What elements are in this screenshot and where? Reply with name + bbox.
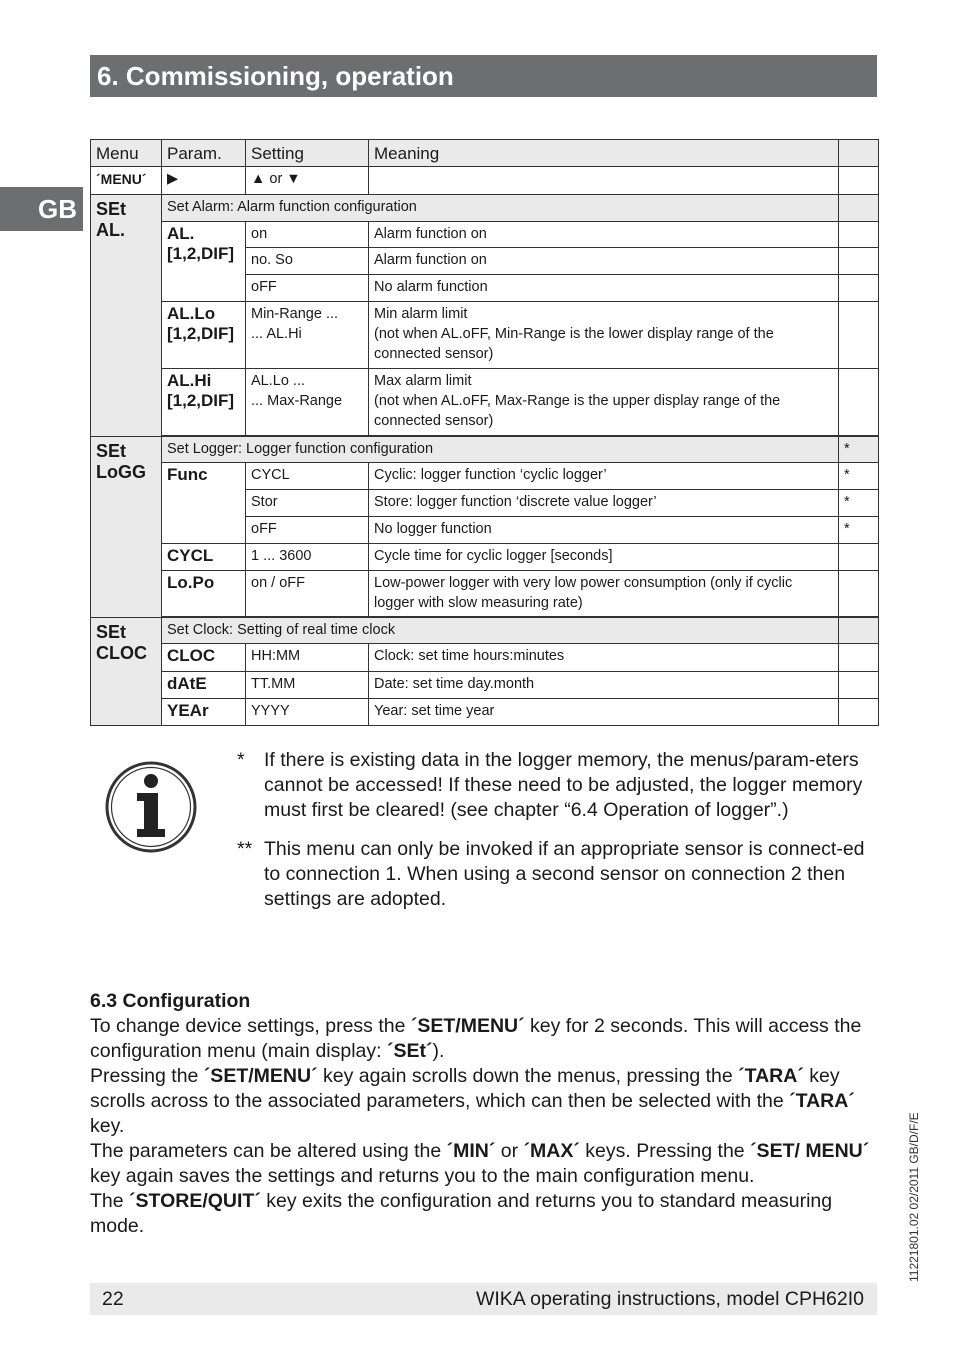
table-cell [839,302,879,369]
param-func: Func [162,463,246,544]
param-al-lo: AL.Lo [1,2,DIF] [162,302,246,369]
col-header-meaning: Meaning [369,140,839,167]
footnotes [237,748,867,926]
key-name: ´SET/MENU´ [203,1065,318,1087]
text: The parameters can be altered using the [90,1140,447,1162]
table-header-row [91,140,879,167]
language-tab: GB [0,187,83,231]
meaning-cell: Low-power logger with very low power consumption (only if cyclic logger with slow measuring rate) [369,571,839,617]
param-date: dAtE [162,672,246,699]
table-row [91,644,879,672]
param-year: YEAr [162,699,246,726]
page-footer [90,1283,877,1315]
table-cell [839,195,879,222]
col-header-param: Param. [162,140,246,167]
table-row [91,167,879,195]
text: To change device settings, press the [90,1015,411,1037]
table-row [91,544,879,571]
text: key again scrolls down the menus, pressing the [317,1065,739,1087]
text: key exits the configuration and returns you to standard measuring mode. [90,1190,833,1237]
text: key for 2 seconds. This will access the configuration menu (main display: [90,1015,862,1062]
meaning-cell: No logger function [369,517,839,544]
meaning-cell: Max alarm limit (not when AL.oFF, Max-Range is the upper display range of the connected sensor) [369,369,839,436]
meaning-cell: Alarm function on [369,222,839,248]
meaning-cell: No alarm function [369,275,839,302]
setting-cell: HH:MM [246,644,369,672]
meaning-cell: Year: set time year [369,699,839,726]
footnote-mark: * [839,437,879,463]
meaning-cell: Clock: set time hours:minutes [369,644,839,672]
table-cell [839,618,879,644]
setting-cell: CYCL [246,463,369,490]
menu-key-cell: ´MENU´ [91,167,162,195]
table-row [91,369,879,436]
param-al: AL. [1,2,DIF] [162,222,246,302]
configuration-section [90,989,870,1239]
table-row [91,672,879,699]
key-name: ´SEt´ [387,1040,433,1062]
menu-set-logger: SEt LoGG [91,437,162,618]
table-cell [839,275,879,302]
up-down-arrows: ▲ or ▼ [246,167,369,195]
text: key again saves the settings and returns you to the main configuration menu. [90,1165,755,1187]
menu-set-clock: SEt CLOC [91,618,162,726]
setting-cell: oFF [246,517,369,544]
key-name: ´SET/MENU´ [410,1015,525,1037]
table-cell [839,167,879,195]
footnote-mark: * [237,749,245,771]
table-cell [839,544,879,571]
param-cycl: CYCL [162,544,246,571]
table-row [91,699,879,726]
info-icon [104,760,198,854]
footnote-mark: ** [237,838,253,860]
text: or [495,1140,524,1162]
paragraph [90,1014,870,1064]
key-name: ´MAX´ [523,1140,580,1162]
table-cell [839,699,879,726]
setting-cell: 1 ... 3600 [246,544,369,571]
menu-table [90,139,879,726]
param-cloc: CLOC [162,644,246,672]
table-row [91,571,879,617]
setting-cell: on [246,222,369,248]
footnote-text: If there is existing data in the logger memory, the menus/param-eters cannot be accessed! If these need to be adjusted, the logger memory must first be cleared! (see chapter “6.4 Operation of logger”.) [264,749,863,821]
paragraph [90,1139,870,1189]
table-row [91,618,879,644]
footer-title: WIKA operating instructions, model CPH62I0 [475,1288,864,1310]
table-cell [839,222,879,248]
footnote-mark: * [839,490,879,517]
meaning-cell: Cyclic: logger function ‘cyclic logger’ [369,463,839,490]
table-row [91,463,879,490]
setting-cell: no. So [246,248,369,275]
key-name: ´TARA´ [738,1065,804,1087]
text: key. [90,1115,125,1137]
table-row [91,195,879,222]
meaning-cell: Cycle time for cyclic logger [seconds] [369,544,839,571]
arrow-right-icon: ▶ [162,167,246,195]
col-header-menu: Menu [91,140,162,167]
param-lopo: Lo.Po [162,571,246,617]
meaning-cell: Store: logger function ‘discrete value logger’ [369,490,839,517]
setting-cell: Stor [246,490,369,517]
menu-set-alarm: SEt AL. [91,195,162,437]
table-cell [369,167,839,195]
col-header-setting: Setting [246,140,369,167]
text: ). [432,1040,445,1062]
key-name: ´TARA´ [789,1090,855,1112]
text: key scrolls across to the associated parameters, which can then be selected with the [90,1065,840,1112]
key-name: ´SET/ MENU´ [750,1140,870,1162]
meaning-cell: Alarm function on [369,248,839,275]
setting-cell: YYYY [246,699,369,726]
text: keys. Pressing the [579,1140,751,1162]
paragraph [90,1189,870,1239]
section-header [90,55,877,97]
footnote-2 [237,837,867,912]
text: Pressing the [90,1065,204,1087]
footnote-text: This menu can only be invoked if an appropriate sensor is connect-ed to connection 1. When using a second sensor on connection 2 then settings are adopted. [264,838,865,910]
table-row [91,437,879,463]
document-code: 11221801.02 02/2011 GB/D/F/E [907,1112,921,1282]
clock-section-title: Set Clock: Setting of real time clock [162,618,839,644]
table-cell [839,369,879,436]
text: The [90,1190,130,1212]
paragraph [90,1064,870,1139]
alarm-section-title: Set Alarm: Alarm function configuration [162,195,839,222]
key-name: ´MIN´ [446,1140,496,1162]
setting-cell: oFF [246,275,369,302]
param-al-hi: AL.Hi [1,2,DIF] [162,369,246,436]
setting-cell: Min-Range ... ... AL.Hi [246,302,369,369]
setting-cell: on / oFF [246,571,369,617]
footnote-1 [237,748,867,823]
setting-cell: AL.Lo ... ... Max-Range [246,369,369,436]
footnote-mark: * [839,463,879,490]
meaning-cell: Date: set time day.month [369,672,839,699]
key-name: ´STORE/QUIT´ [129,1190,261,1212]
setting-cell: TT.MM [246,672,369,699]
page-title: 6. Commissioning, operation [97,61,454,91]
meaning-cell: Min alarm limit (not when AL.oFF, Min-Range is the lower display range of the connected sensor) [369,302,839,369]
table-cell [839,571,879,617]
table-row [91,302,879,369]
section-heading: 6.3 Configuration [90,990,251,1012]
table-row [91,222,879,248]
page-number: 22 [102,1288,124,1310]
table-cell [839,248,879,275]
col-header-note [839,140,879,167]
table-cell [839,672,879,699]
footnote-mark: * [839,517,879,544]
table-cell [839,644,879,672]
logger-section-title: Set Logger: Logger function configuration [162,437,839,463]
